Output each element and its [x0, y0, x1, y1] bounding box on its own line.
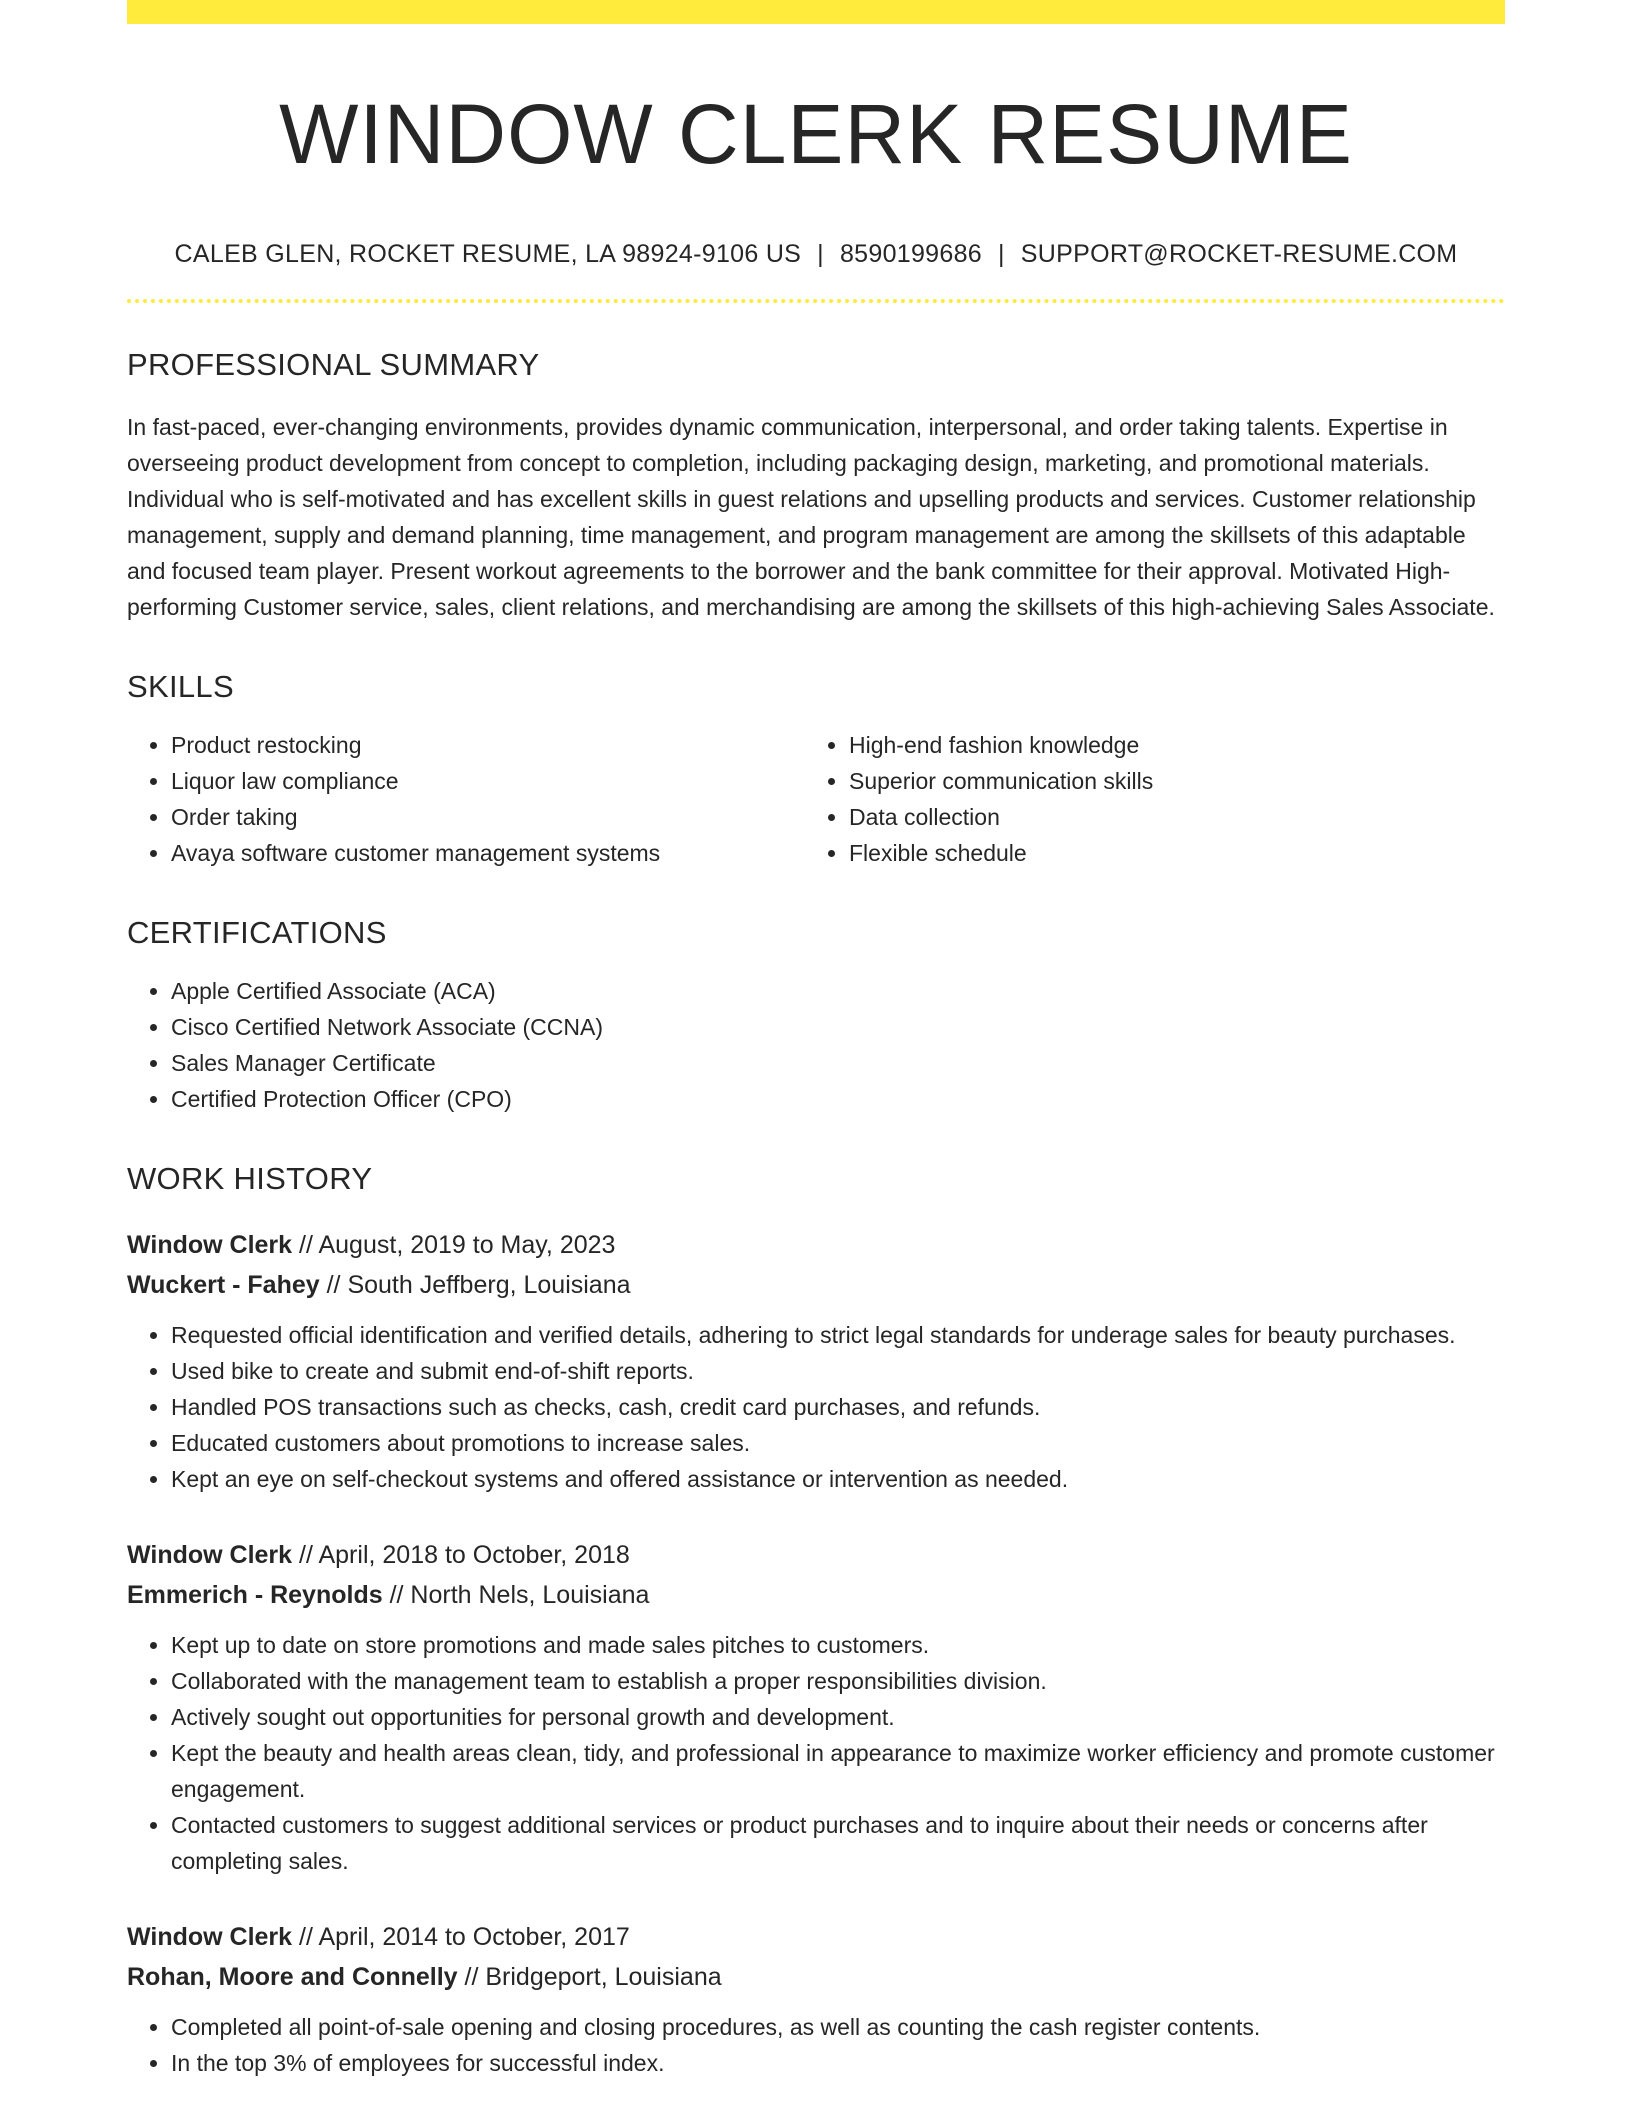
contact-email: SUPPORT@ROCKET-RESUME.COM [1020, 239, 1458, 268]
job-company-line [127, 1265, 1505, 1305]
job-title-line [127, 1535, 1505, 1575]
job-dates: // August, 2019 to May, 2023 [292, 1230, 616, 1259]
work-history-heading: WORK HISTORY [127, 1160, 373, 1196]
job-dates: // April, 2018 to October, 2018 [292, 1540, 630, 1569]
job-company-line [127, 1575, 1505, 1615]
skill-item: • Flexible schedule [849, 835, 1483, 871]
contact-separator: | [817, 239, 824, 268]
job-bullet: • Collaborated with the management team to establish a proper responsibilities division. [171, 1663, 1505, 1699]
job-bullet: • Actively sought out opportunities for personal growth and development. [171, 1699, 1505, 1735]
summary-heading: PROFESSIONAL SUMMARY [127, 346, 540, 382]
skills-list-right [805, 727, 1483, 871]
skill-item: • Avaya software customer management systems [171, 835, 805, 871]
skill-item: • Data collection [849, 799, 1483, 835]
job-company: Rohan, Moore and Connelly [127, 1962, 458, 1991]
job-bullet: • Kept up to date on store promotions and made sales pitches to customers. [171, 1627, 1505, 1663]
job-bullets [127, 1317, 1505, 1497]
job-bullet: • In the top 3% of employees for successful index. [171, 2045, 1505, 2081]
job-title: Window Clerk [127, 1230, 293, 1259]
resume-page [127, 0, 1505, 2081]
certification-item: • Cisco Certified Network Associate (CCNA) [171, 1009, 1505, 1045]
job-bullet: • Requested official identification and verified details, adhering to strict legal standards for underage sales for beauty purchases. [171, 1317, 1505, 1353]
job-dates: // April, 2014 to October, 2017 [292, 1922, 630, 1951]
skill-item: • High-end fashion knowledge [849, 727, 1483, 763]
job-entry [127, 1917, 1505, 2081]
job-company-line [127, 1957, 1505, 1997]
certification-item: • Sales Manager Certificate [171, 1045, 1505, 1081]
contact-line [127, 240, 1505, 269]
certifications-heading: CERTIFICATIONS [127, 914, 387, 950]
skill-item: • Product restocking [171, 727, 805, 763]
certifications-list [127, 973, 1505, 1117]
job-bullets [127, 2009, 1505, 2081]
skill-item: • Superior communication skills [849, 763, 1483, 799]
skill-item: • Liquor law compliance [171, 763, 805, 799]
job-location: // Bridgeport, Louisiana [457, 1962, 722, 1991]
certification-item: • Certified Protection Officer (CPO) [171, 1081, 1505, 1117]
job-bullet: • Educated customers about promotions to increase sales. [171, 1425, 1505, 1461]
job-entry [127, 1535, 1505, 1879]
job-entry [127, 1225, 1505, 1497]
summary-text: In fast-paced, ever-changing environments, provides dynamic communication, interpersonal, and order taking talents. Expertise in overseeing product development from concept to completion, including packaging design, marketing, and promotional materials. Individual who is self-motivated and has excellent skills in guest relations and upselling products and services. Customer relationship management, supply and demand planning, time management, and program management are among the skillsets of this adaptable and focused team player. Present workout agreements to the borrower and the bank committee for their approval. Motivated High-performing Customer service, sales, client relations, and merchandising are among the skillsets of this high-achieving Sales Associate. [127, 413, 1495, 620]
contact-separator: | [998, 239, 1005, 268]
job-bullet: • Contacted customers to suggest additional services or product purchases and to inquire about their needs or concerns after completing sales. [171, 1807, 1505, 1879]
job-bullet: • Kept an eye on self-checkout systems and offered assistance or intervention as needed. [171, 1461, 1505, 1497]
contact-phone: 8590199686 [839, 239, 982, 268]
job-company: Emmerich - Reynolds [127, 1580, 383, 1609]
skill-item: • Order taking [171, 799, 805, 835]
job-title-line [127, 1225, 1505, 1265]
contact-address: CALEB GLEN, ROCKET RESUME, LA 98924-9106 US [174, 239, 802, 268]
job-company: Wuckert - Fahey [127, 1270, 320, 1299]
skills-list-left [127, 727, 805, 871]
accent-top-bar [127, 0, 1505, 24]
job-bullets [127, 1627, 1505, 1879]
job-title-line [127, 1917, 1505, 1957]
job-title: Window Clerk [127, 1922, 293, 1951]
resume-title: WINDOW CLERK RESUME [279, 87, 1353, 181]
job-location: // South Jeffberg, Louisiana [319, 1270, 631, 1299]
skills-heading: SKILLS [127, 668, 234, 704]
job-bullet: • Kept the beauty and health areas clean, tidy, and professional in appearance to maximize worker efficiency and promote customer engagement. [171, 1735, 1505, 1807]
job-bullet: • Completed all point-of-sale opening and closing procedures, as well as counting the cash register contents. [171, 2009, 1505, 2045]
job-title: Window Clerk [127, 1540, 293, 1569]
job-bullet: • Handled POS transactions such as checks, cash, credit card purchases, and refunds. [171, 1389, 1505, 1425]
skills-grid [127, 727, 1505, 871]
job-bullet: • Used bike to create and submit end-of-shift reports. [171, 1353, 1505, 1389]
dotted-divider [127, 299, 1505, 303]
certification-item: • Apple Certified Associate (ACA) [171, 973, 1505, 1009]
job-location: // North Nels, Louisiana [382, 1580, 650, 1609]
